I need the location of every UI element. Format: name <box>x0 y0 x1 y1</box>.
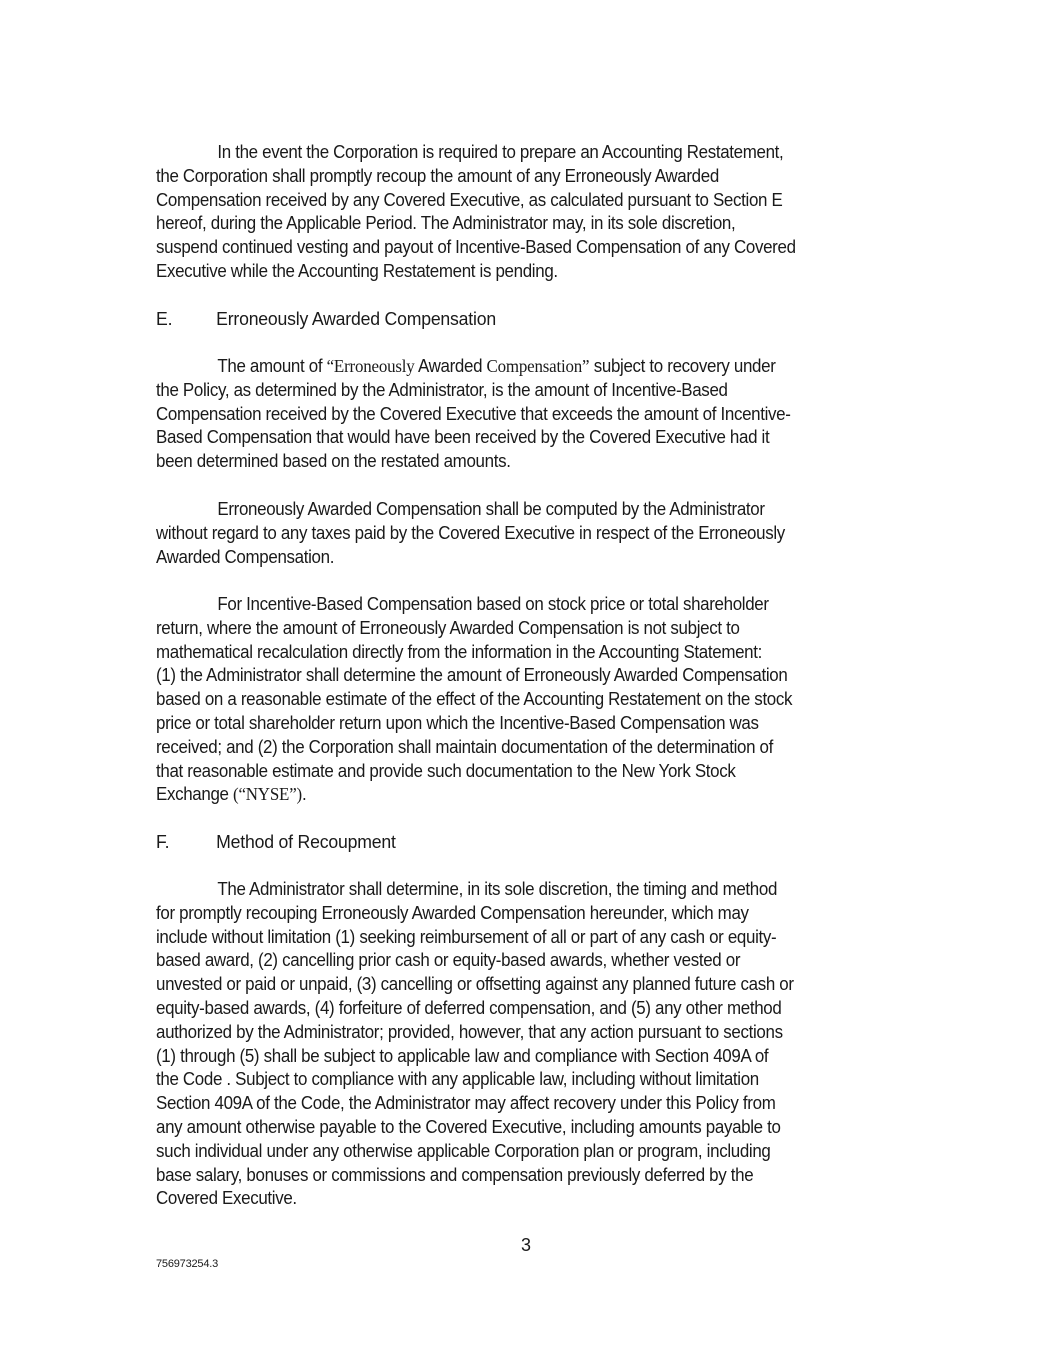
paragraph-line: authorized by the Administrator; provided, however, that any action pursuant to sections <box>156 1021 783 1042</box>
paragraph-line: the Code . Subject to compliance with any applicable law, including without limitation <box>156 1069 759 1090</box>
paragraph-line: such individual under any otherwise applicable Corporation plan or program, including <box>156 1140 771 1161</box>
defined-term: (“NYSE”) <box>233 784 302 805</box>
paragraph-line: Executive while the Accounting Restatement is pending. <box>156 260 558 281</box>
paragraph-text: . <box>301 784 307 805</box>
paragraph-line: that reasonable estimate and provide such documentation to the New York Stock <box>156 760 736 781</box>
paragraph-erroneous-definition <box>156 355 863 474</box>
paragraph-line: Compensation received by the Covered Executive that exceeds the amount of Incentive- <box>156 403 791 424</box>
paragraph-line: (1) the Administrator shall determine the amount of Erroneously Awarded Compensation <box>156 665 788 686</box>
paragraph-line: return, where the amount of Erroneously Awarded Compensation is not subject to <box>156 617 740 638</box>
paragraph-line: base salary, bonuses or commissions and compensation previously deferred by the <box>156 1164 754 1185</box>
page-number: 3 <box>521 1235 532 1255</box>
section-title: Erroneously Awarded Compensation <box>216 309 496 329</box>
paragraph-stock-price-estimate <box>156 593 863 807</box>
section-heading-f <box>156 830 396 854</box>
paragraph-line: Based Compensation that would have been received by the Covered Executive had it <box>156 427 770 448</box>
paragraph-line: hereof, during the Applicable Period. The Administrator may, in its sole discretion, <box>156 213 736 234</box>
defined-term: Compensation” <box>486 356 590 376</box>
section-letter: F. <box>156 832 170 852</box>
paragraph-line: For Incentive-Based Compensation based on stock price or total shareholder <box>217 594 769 614</box>
paragraph-line: any amount otherwise payable to the Covered Executive, including amounts payable to <box>156 1116 781 1137</box>
paragraph-line: Awarded Compensation. <box>156 546 335 567</box>
paragraph-line: In the event the Corporation is required to prepare an Accounting Restatement, <box>217 142 784 162</box>
paragraph-line: suspend continued vesting and payout of Incentive-Based Compensation of any Covered <box>156 237 796 258</box>
paragraph-recoupment-obligation <box>156 141 863 284</box>
paragraph-text: subject to recovery under <box>589 356 776 376</box>
paragraph-line: include without limitation (1) seeking reimbursement of all or part of any cash or equity- <box>156 926 777 947</box>
paragraph-line: the Corporation shall promptly recoup the amount of any Erroneously Awarded <box>156 165 719 186</box>
paragraph-line: Covered Executive. <box>156 1188 297 1209</box>
paragraph-line: without regard to any taxes paid by the Covered Executive in respect of the Erroneously <box>156 522 785 543</box>
paragraph-line: The Administrator shall determine, in its sole discretion, the timing and method <box>217 879 778 899</box>
section-heading-e <box>156 307 496 331</box>
paragraph-line: Section 409A of the Code, the Administrator may affect recovery under this Policy from <box>156 1093 776 1114</box>
paragraph-line: for promptly recouping Erroneously Awarded Compensation hereunder, which may <box>156 902 749 923</box>
section-letter: E. <box>156 309 173 329</box>
paragraph-method-of-recoupment <box>156 878 863 1211</box>
paragraph-line: Erroneously Awarded Compensation shall be computed by the Administrator <box>217 499 765 519</box>
paragraph-text: Awarded <box>414 356 487 376</box>
defined-term: “Erroneously <box>326 356 415 376</box>
paragraph-line: (1) through (5) shall be subject to applicable law and compliance with Section 409A of <box>156 1045 769 1066</box>
paragraph-line: the Policy, as determined by the Administrator, is the amount of Incentive-Based <box>156 379 728 400</box>
paragraph-computation <box>156 498 863 569</box>
paragraph-line: price or total shareholder return upon which the Incentive-Based Compensation was <box>156 712 759 733</box>
paragraph-line: received; and (2) the Corporation shall maintain documentation of the determination of <box>156 736 774 757</box>
paragraph-line: mathematical recalculation directly from the information in the Accounting Statement: <box>156 641 762 662</box>
paragraph-line: based on a reasonable estimate of the effect of the Accounting Restatement on the stock <box>156 689 793 710</box>
paragraph-line: equity-based awards, (4) forfeiture of deferred compensation, and (5) any other method <box>156 997 782 1018</box>
paragraph-text: Exchange <box>156 784 234 805</box>
paragraph-line: based award, (2) cancelling prior cash or equity-based awards, whether vested or <box>156 950 741 971</box>
paragraph-line: Compensation received by any Covered Executive, as calculated pursuant to Section E <box>156 189 783 210</box>
section-title: Method of Recoupment <box>216 832 396 852</box>
paragraph-line: unvested or paid or unpaid, (3) cancelling or offsetting against any planned future cash or <box>156 974 794 995</box>
paragraph-text: The amount of <box>217 356 327 376</box>
document-id: 756973254.3 <box>156 1258 219 1270</box>
paragraph-line: been determined based on the restated amounts. <box>156 451 511 472</box>
